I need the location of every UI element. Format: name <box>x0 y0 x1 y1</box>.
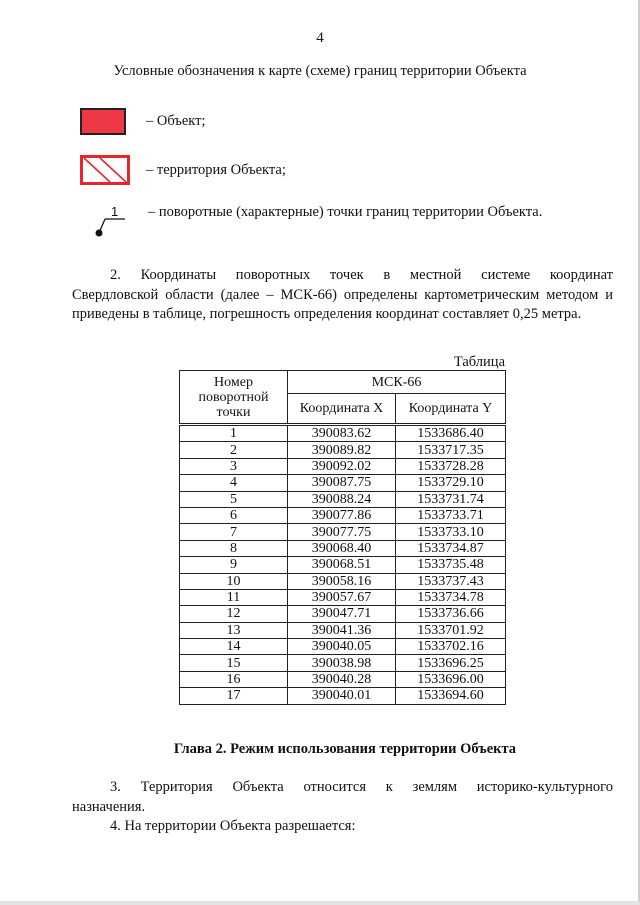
table-row <box>180 458 506 474</box>
cell-coordinate-x: 390041.36 <box>288 622 396 638</box>
cell-coordinate-x: 390040.05 <box>288 639 396 655</box>
paragraph-4: 4. На территории Объекта разрешается: <box>110 818 356 834</box>
cell-point-number: 9 <box>180 557 288 573</box>
coordinates-table <box>179 370 506 705</box>
table-row <box>180 589 506 605</box>
cell-point-number: 12 <box>180 606 288 622</box>
paragraph-3-line2: назначения. <box>72 798 146 815</box>
cell-coordinate-x: 390068.40 <box>288 540 396 556</box>
cell-coordinate-x: 390038.98 <box>288 655 396 671</box>
cell-coordinate-x: 390087.75 <box>288 475 396 491</box>
cell-coordinate-y: 1533696.00 <box>396 671 506 687</box>
cell-point-number: 3 <box>180 458 288 474</box>
header-point-number: Номер поворотной точки <box>180 371 288 425</box>
cell-point-number: 4 <box>180 475 288 491</box>
turning-point-icon <box>80 203 130 237</box>
cell-coordinate-x: 390068.51 <box>288 557 396 573</box>
object-fill-icon <box>80 108 126 135</box>
cell-coordinate-x: 390077.75 <box>288 524 396 540</box>
legend-label-turning-point: – поворотные (характерные) точки границ территории Объекта. <box>148 203 543 220</box>
table-row <box>180 688 506 704</box>
cell-coordinate-y: 1533734.78 <box>396 589 506 605</box>
cell-coordinate-y: 1533736.66 <box>396 606 506 622</box>
legend-title: Условные обозначения к карте (схеме) границ территории Объекта <box>113 63 527 79</box>
cell-coordinate-y: 1533731.74 <box>396 491 506 507</box>
cell-coordinate-y: 1533734.87 <box>396 540 506 556</box>
territory-hatch-icon <box>80 155 130 185</box>
cell-coordinate-y: 1533686.40 <box>396 425 506 442</box>
legend-item-turning-point <box>80 203 542 237</box>
header-coordinate-y: Координата Y <box>396 394 506 425</box>
paragraph-3 <box>72 778 613 837</box>
cell-point-number: 17 <box>180 688 288 704</box>
cell-point-number: 11 <box>180 589 288 605</box>
legend-label-territory: – территория Объекта; <box>146 161 286 178</box>
cell-point-number: 6 <box>180 507 288 523</box>
table-row <box>180 507 506 523</box>
table-caption: Таблица <box>453 354 505 370</box>
header-coordinate-x: Координата X <box>288 394 396 425</box>
table-row <box>180 655 506 671</box>
cell-coordinate-x: 390083.62 <box>288 425 396 442</box>
cell-coordinate-x: 390047.71 <box>288 606 396 622</box>
table-row <box>180 573 506 589</box>
header-coordinate-system: МСК-66 <box>288 371 506 394</box>
table-row <box>180 639 506 655</box>
cell-coordinate-y: 1533729.10 <box>396 475 506 491</box>
cell-point-number: 2 <box>180 442 288 458</box>
table-row <box>180 491 506 507</box>
paragraph-2-body: Свердловской области (далее – МСК-66) определены картометрическим методом и приведены в таблице, погрешность определения координат составляет 0,25 метра. <box>72 286 613 322</box>
cell-coordinate-y: 1533702.16 <box>396 639 506 655</box>
cell-point-number: 8 <box>180 540 288 556</box>
cell-point-number: 5 <box>180 491 288 507</box>
cell-coordinate-x: 390057.67 <box>288 589 396 605</box>
table-row <box>180 425 506 442</box>
cell-point-number: 13 <box>180 622 288 638</box>
paragraph-2 <box>72 266 613 325</box>
cell-coordinate-y: 1533701.92 <box>396 622 506 638</box>
chapter-2-title: Глава 2. Режим использования территории Объекта <box>173 741 517 757</box>
table-row <box>180 475 506 491</box>
cell-point-number: 7 <box>180 524 288 540</box>
cell-coordinate-x: 390092.02 <box>288 458 396 474</box>
cell-coordinate-y: 1533696.25 <box>396 655 506 671</box>
table-row <box>180 671 506 687</box>
paragraph-3-line1: 3. Территория Объекта относится к землям историко-культурного <box>110 779 613 795</box>
legend-label-object: – Объект; <box>146 113 206 129</box>
scan-bottom-edge <box>0 901 640 905</box>
cell-point-number: 15 <box>180 655 288 671</box>
cell-coordinate-x: 390058.16 <box>288 573 396 589</box>
paragraph-2-line1: 2. Координаты поворотных точек в местной системе координат <box>110 267 613 283</box>
cell-coordinate-x: 390040.01 <box>288 688 396 704</box>
cell-coordinate-y: 1533728.28 <box>396 458 506 474</box>
table-row <box>180 524 506 540</box>
cell-coordinate-y: 1533735.48 <box>396 557 506 573</box>
cell-point-number: 16 <box>180 671 288 687</box>
turning-point-marker-label: 1 <box>111 204 119 219</box>
cell-coordinate-y: 1533733.10 <box>396 524 506 540</box>
table-row <box>180 540 506 556</box>
table-row <box>180 622 506 638</box>
cell-coordinate-x: 390040.28 <box>288 671 396 687</box>
cell-coordinate-y: 1533694.60 <box>396 688 506 704</box>
cell-coordinate-y: 1533737.43 <box>396 573 506 589</box>
coordinates-table-body <box>180 425 506 705</box>
cell-point-number: 10 <box>180 573 288 589</box>
legend-item-object <box>80 108 206 135</box>
page-number: 4 <box>316 30 324 46</box>
table-row <box>180 606 506 622</box>
cell-coordinate-y: 1533733.71 <box>396 507 506 523</box>
table-row <box>180 442 506 458</box>
cell-coordinate-x: 390077.86 <box>288 507 396 523</box>
cell-coordinate-x: 390088.24 <box>288 491 396 507</box>
legend-item-territory <box>80 155 286 185</box>
cell-coordinate-x: 390089.82 <box>288 442 396 458</box>
cell-point-number: 14 <box>180 639 288 655</box>
table-row <box>180 557 506 573</box>
cell-coordinate-y: 1533717.35 <box>396 442 506 458</box>
cell-point-number: 1 <box>180 425 288 442</box>
